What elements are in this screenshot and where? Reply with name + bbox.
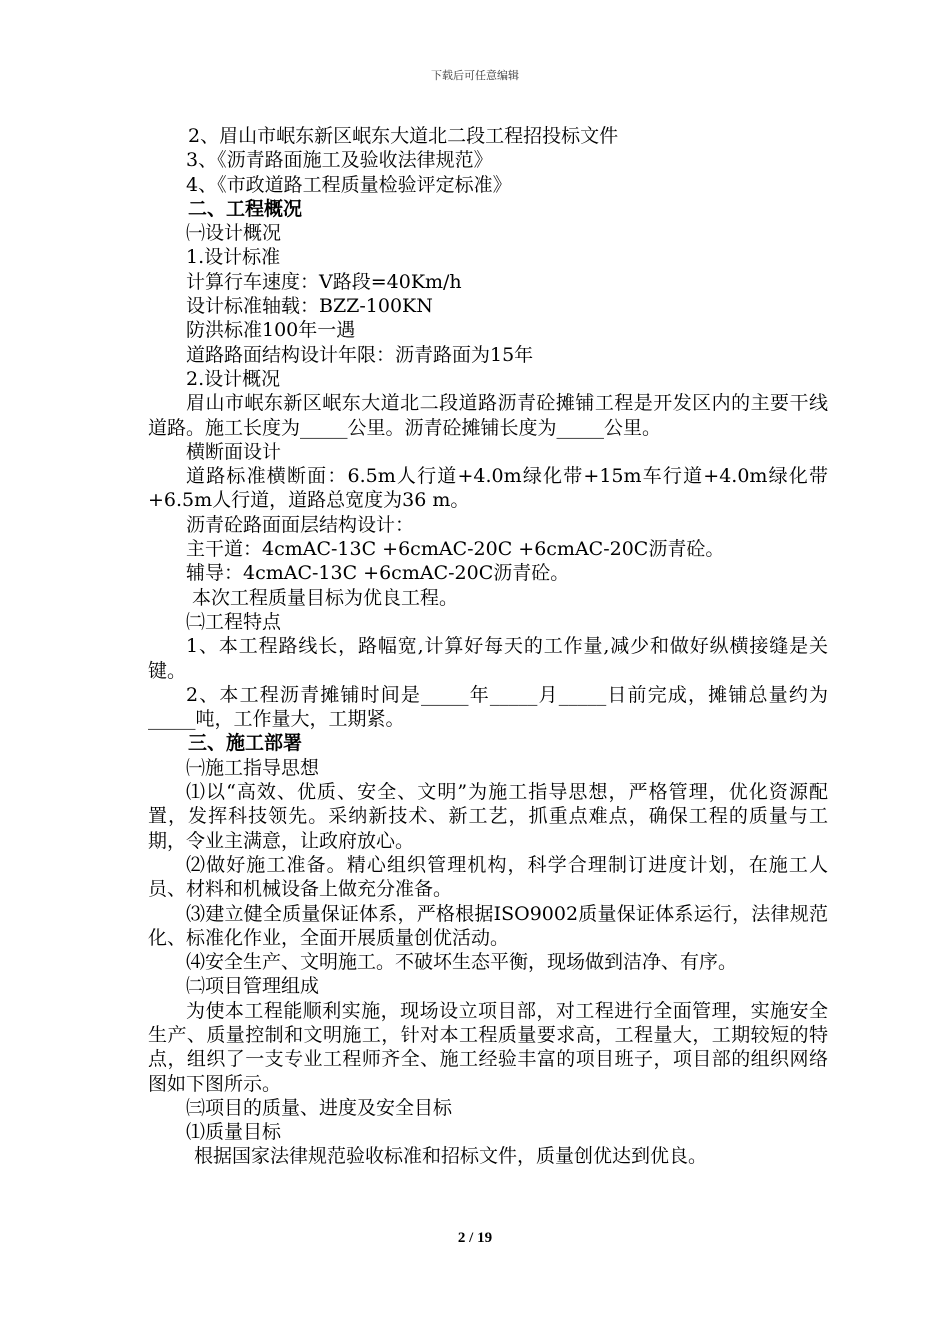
reference-item-2: 2、眉山市岷东新区岷东大道北二段工程招投标文件	[188, 125, 619, 147]
cross-section-heading: 横断面设计	[186, 440, 282, 463]
section-heading-2: 二、工程概况	[188, 197, 303, 220]
guide-paragraph-4: ⑷安全生产、文明施工。不破坏生态平衡，现场做到洁净、有序。	[186, 951, 738, 974]
design-speed: 计算行车速度：V路段=40Km/h	[186, 270, 462, 293]
page-number: 2 / 19	[457, 1230, 493, 1246]
reference-item-4: 4、《市政道路工程质量检验评定标准》	[186, 173, 512, 196]
subsection-project-management: ㈡项目管理组成	[186, 975, 320, 998]
guide-paragraph-3: ⑶建立健全质量保证体系，严格根据ISO9002质量保证体系运行，法律规范化、标准化作业，全面开展质量创优活动。	[148, 902, 828, 949]
flood-standard: 防洪标准100年一遇	[186, 319, 356, 342]
section-heading-3: 三、施工部署	[188, 732, 303, 755]
guide-paragraph-1: ⑴以“高效、优质、安全、文明”为施工指导思想，严格管理，优化资源配置，发挥科技领先。采纳新技术、新工艺，抓重点难点，确保工程的质量与工期，令业主满意，让政府放心。	[148, 781, 828, 852]
feature-paragraph-1: 1、本工程路线长，路幅宽,计算好每天的工作量,减少和做好纵横接缝是关键。	[148, 635, 828, 682]
quality-target-line: 本次工程质量目标为优良工程。	[192, 586, 459, 609]
auxiliary-road-structure: 辅导：4cmAC-13C +6cmAC-20C沥青砼。	[186, 562, 570, 585]
feature-paragraph-2: 2、本工程沥青摊铺时间是_____年_____月_____日前完成，摊铺总量约为_____吨，工作量大，工期紧。	[148, 683, 828, 731]
design-overview-heading: 2.设计概况	[186, 367, 281, 390]
design-standard-heading: 1.设计标准	[186, 246, 281, 269]
page-header-note: 下载后可任意编辑	[431, 69, 519, 82]
subsection-project-features: ㈡工程特点	[186, 610, 282, 633]
subsection-design-overview: ㈠设计概况	[186, 222, 282, 245]
cross-section-paragraph: 道路标准横断面：6.5m人行道+4.0m绿化带+15m车行道+4.0m绿化带+6.5m人行道，道路总宽度为36 m。	[148, 465, 828, 512]
pavement-layer-heading: 沥青砼路面面层结构设计：	[186, 513, 415, 536]
quality-goal-paragraph: 根据国家法律规范验收标准和招标文件，质量创优达到优良。	[194, 1145, 708, 1168]
subsection-project-goals: ㈢项目的质量、进度及安全目标	[186, 1096, 453, 1119]
management-paragraph: 为使本工程能顺利实施，现场设立项目部，对工程进行全面管理，实施安全生产、质量控制和文明施工，针对本工程质量要求高，工程量大，工期较短的特点，组织了一支专业工程师齐全、施工经验丰富的项目班子，项目部的组织网络图如下图所示。	[148, 999, 828, 1095]
guide-paragraph-2: ⑵做好施工准备。精心组织管理机构，科学合理制订进度计划，在施工人员、材料和机械设备上做充分准备。	[148, 853, 828, 901]
overview-paragraph: 眉山市岷东新区岷东大道北二段道路沥青砼摊铺工程是开发区内的主要干线道路。施工长度为_____公里。沥青砼摊铺长度为_____公里。	[148, 392, 828, 439]
reference-item-3: 3、《沥青路面施工及验收法律规范》	[186, 149, 493, 172]
main-road-structure: 主干道：4cmAC-13C +6cmAC-20C +6cmAC-20C沥青砼。	[186, 538, 725, 561]
quality-goal-heading: ⑴质量目标	[186, 1121, 282, 1144]
design-life: 道路路面结构设计年限：沥青路面为15年	[186, 343, 534, 366]
design-axle-load: 设计标准轴载：BZZ-100KN	[186, 295, 433, 318]
subsection-guiding-principles: ㈠施工指导思想	[186, 756, 320, 779]
document-body	[148, 124, 828, 1169]
